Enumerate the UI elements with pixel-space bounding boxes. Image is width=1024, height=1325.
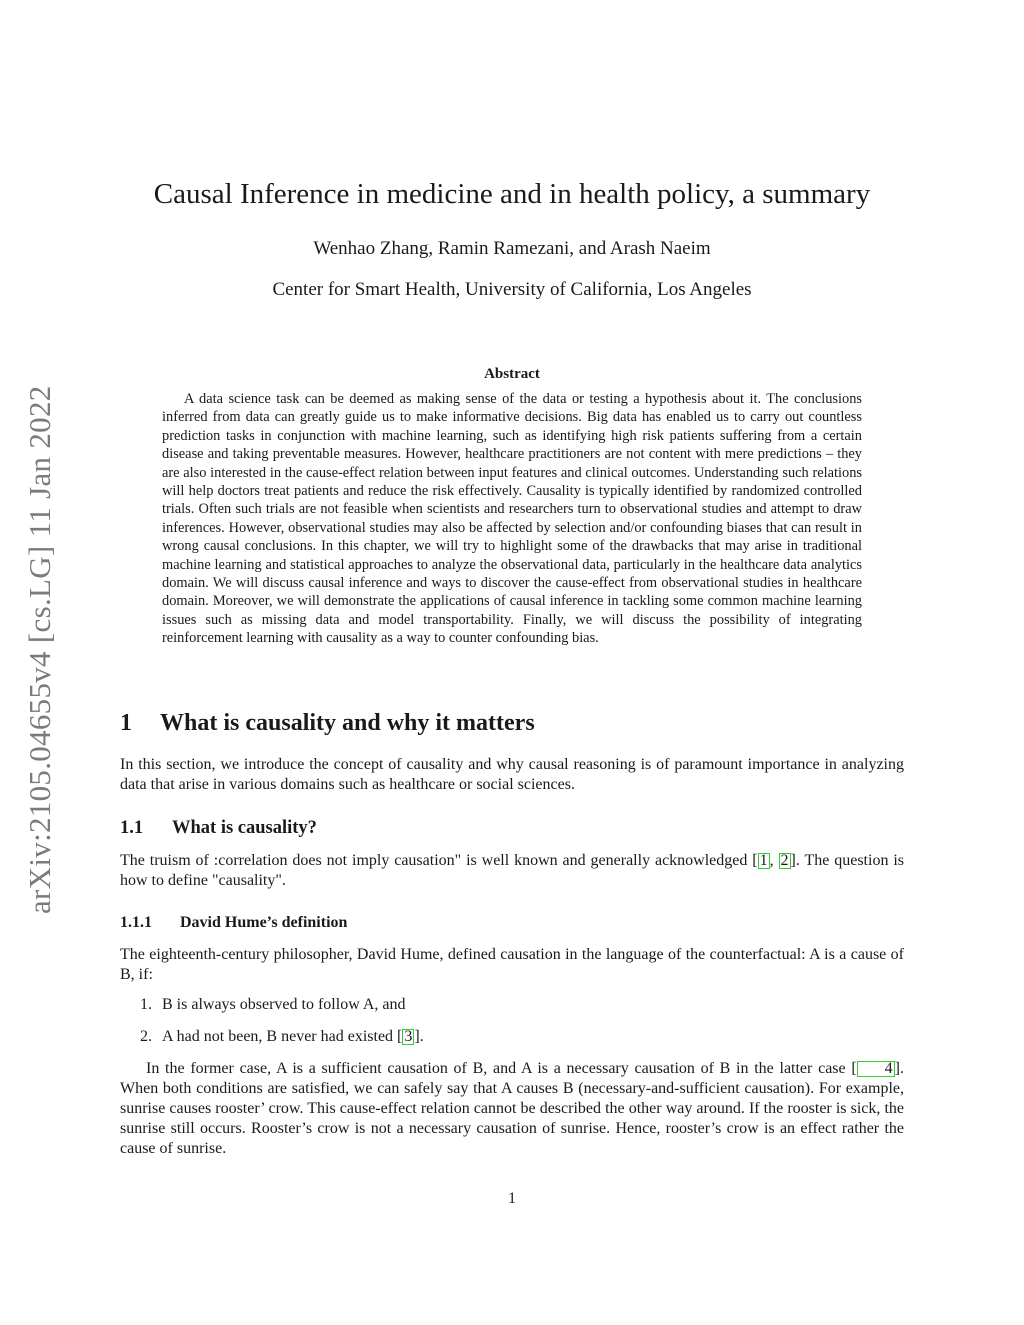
abstract-text: A data science task can be deemed as making sense of the data or testing a hypothesis about it. The conclusions inferred from data can greatly guide us to make informative decisions. Big data has enabled us to carry out countless prediction tasks in conjunction with machine learning, such as identifying high risk patients suffering from a certain disease and taking preventable measures. However, healthcare practitioners are not content with mere predictions – they are also interested in the cause-effect relation between input features and clinical outcomes. Understanding such relations will help doctors treat patients and reduce the risk effectively. Causality is typically identified by randomized controlled trials. Often such trials are not feasible when scientists and researchers turn to observational studies and attempt to draw inferences. However, observational studies may also be affected by selection and/or confounding biases that can result in wrong causal conclusions. In this chapter, we will try to highlight some of the drawbacks that may arise in traditional machine learning and statistical approaches to analyze the observational data, particularly in the healthcare data analytics domain. We will discuss causal inference and ways to discover the cause-effect from observational studies in healthcare domain. Moreover, we will demonstrate the applications of causal inference in tackling some common machine learning issues such as missing data and model transportability. Finally, we will discuss the possibility of integrating reinforcement learning with causality as a way to counter confounding bias.: [162, 391, 862, 647]
list-item: [120, 995, 904, 1015]
abstract-heading: Abstract: [484, 366, 540, 382]
citation-link-4[interactable]: 4: [857, 1061, 895, 1077]
arxiv-identifier-stamp: arXiv:2105.04655v4 [cs.LG] 11 Jan 2022: [22, 385, 57, 914]
list-marker: 2.: [140, 1028, 152, 1045]
paragraph-text: The truism of :correlation does not imply causation" is well known and generally acknowledged [: [120, 852, 758, 869]
section-1-intro: In this section, we introduce the concept of causality and why causal reasoning is of paramount importance in analyzing data that arise in various domains such as healthcare or social sciences.: [120, 756, 904, 793]
hume-conditions-list: [120, 995, 904, 1059]
subsubsection-title: David Hume’s definition: [180, 914, 348, 931]
section-1-heading: [120, 710, 904, 737]
citation-link-3[interactable]: 3: [404, 1028, 413, 1045]
list-item: [120, 1027, 904, 1047]
paper-title: Causal Inference in medicine and in health policy, a summary: [153, 178, 871, 210]
affiliation: Center for Smart Health, University of California, Los Angeles: [272, 279, 752, 300]
author-list: Wenhao Zhang, Ramin Ramezani, and Arash Naeim: [313, 238, 711, 259]
paragraph-text: ]. When both conditions are satisfied, we can safely say that A causes B (necessary-and-sufficient causation). For example, sunrise causes rooster’ crow. This cause-effect relation cannot be described the other way around. If the rooster is sick, the sunrise still occurs. Rooster’s crow is not a necessary causation of sunrise. Hence, rooster’s crow is an effect rather the cause of sunrise.: [120, 1060, 904, 1157]
citation-separator: ,: [769, 852, 779, 869]
citation-link-1[interactable]: 1: [759, 852, 768, 869]
subsubsection-number: 1.1.1: [120, 914, 152, 931]
list-item-text: B is always observed to follow A, and: [162, 996, 406, 1013]
causation-example-paragraph: [120, 1059, 904, 1159]
truism-paragraph: [120, 851, 904, 891]
section-1-1-heading: [120, 818, 317, 839]
section-1-1-1-heading: [120, 914, 347, 932]
paragraph-text: ]. The question is how to define "causality".: [120, 852, 905, 889]
page-number: 1: [508, 1190, 516, 1207]
citation-link-2[interactable]: 2: [780, 852, 789, 869]
list-item-text: A had not been, B never had existed [: [162, 1028, 403, 1045]
section-title: What is causality and why it matters: [160, 710, 535, 736]
subsection-title: What is causality?: [172, 818, 317, 838]
list-marker: 1.: [140, 996, 152, 1013]
hume-definition-paragraph: The eighteenth-century philosopher, David Hume, defined causation in the language of the counterfactual: A is a cause of B, if:: [120, 946, 904, 983]
subsection-number: 1.1: [120, 818, 144, 838]
section-number: 1: [120, 710, 132, 736]
list-item-text: ].: [414, 1028, 424, 1045]
paragraph-text: In the former case, A is a sufficient causation of B, and A is a necessary causation of B in the latter case [: [146, 1060, 857, 1077]
